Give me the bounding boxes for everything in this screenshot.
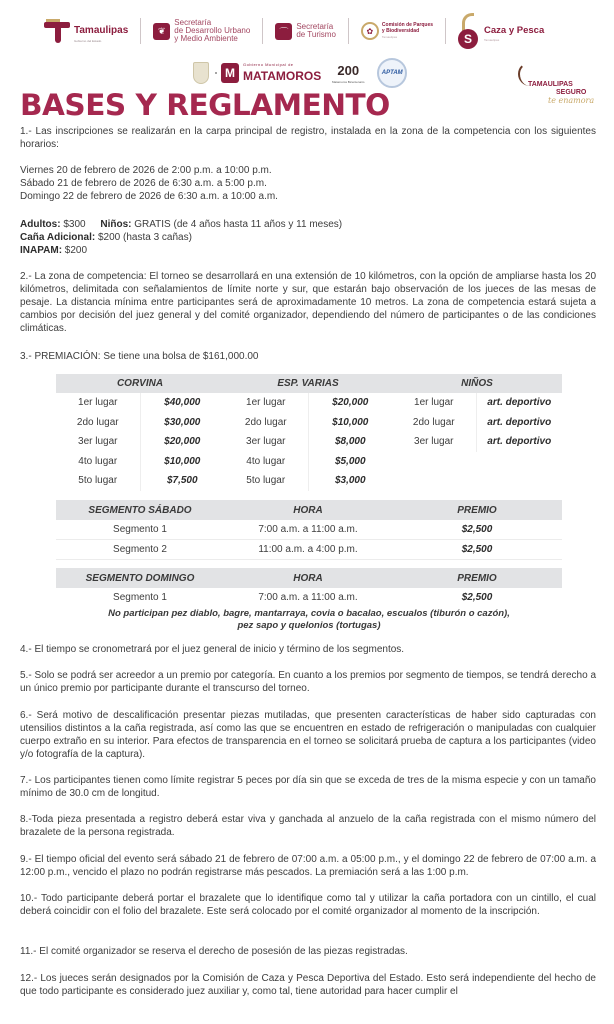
schedule-item: Domingo 22 de febrero de 2026 de 6:30 a.m. a 10:00 a.m. (20, 191, 278, 202)
segment-time: 7:00 a.m. a 11:00 a.m. (224, 520, 392, 540)
logo-aptam (377, 58, 407, 88)
parques-line-2: y Biodiversidad (381, 28, 420, 34)
sunday-segment-table (56, 568, 562, 608)
header-hora: HORA (224, 568, 392, 588)
fees-line-3 (20, 244, 596, 257)
rule-3: 3.- PREMIACIÓN: Se tiene una bolsa de $161,000.00 (20, 351, 259, 362)
sedumas-line-3: y Medio Ambiente (174, 34, 238, 43)
leaf-icon: ❦ (153, 23, 170, 40)
inapam-value: $200 (62, 245, 88, 256)
matamoros-top-text: Gobierno Municipal de (243, 61, 294, 67)
varias-place: 1er lugar (224, 393, 308, 413)
segment-time: 7:00 a.m. a 11:00 a.m. (258, 592, 358, 604)
ninos-label: Niños: (100, 219, 132, 230)
logo-comision-parques (361, 22, 433, 40)
sunday-table-header (56, 568, 562, 588)
rule-7: 7.- Los participantes tienen como límite registrar 5 peces por día sin que se exceda de tres de la misma especie y con un tamaño mínimo de 30.0 cm de longitud. (20, 775, 596, 799)
exclusion-note (56, 608, 562, 632)
rule-5: 5.- Solo se podrá ser acreedor a un premio por categoría. En cuanto a los premios por segmento de tiempos, se tendrá derecho a un único premio por participante durante el transcurso del torneo. (20, 670, 596, 694)
corvina-amount: $30,000 (164, 416, 201, 428)
rule-11: 11.- El comité organizador se reserva el derecho de posesión de las piezas registradas. (20, 946, 408, 957)
parks-emblem-icon: ✿ (361, 22, 379, 40)
header-esp-varias: ESP. VARIAS (224, 374, 392, 393)
header-premio: PREMIO (392, 568, 562, 588)
header-segmento-domingo: SEGMENTO DOMINGO (56, 568, 224, 588)
tamaulipas-logo-text: Tamaulipas (74, 24, 129, 36)
cana-label: Caña Adicional: (20, 232, 96, 243)
ninos-amount (476, 471, 562, 491)
ninos-place (392, 452, 476, 472)
logo-divider (348, 18, 349, 44)
table-row (56, 540, 562, 560)
header-ninos: NIÑOS (392, 374, 562, 393)
logo-bicentenario (331, 62, 365, 84)
exclusion-line-2: pez sapo y quelonios (tortugas) (237, 620, 381, 631)
ninos-value: GRATIS (de 4 años hasta 11 años y 11 meses) (131, 219, 343, 230)
varias-place: 5to lugar (224, 471, 308, 491)
varias-place: 4to lugar (224, 452, 308, 472)
matamoros-m-icon: M (221, 63, 239, 83)
turismo-line-1: Secretaría (296, 22, 334, 31)
prize-table-header (56, 374, 562, 393)
sedumas-line-1: Secretaría (174, 18, 212, 27)
table-row (56, 452, 562, 472)
ninos-amount: art. deportivo (487, 416, 552, 428)
segment-prize: $2,500 (392, 520, 562, 540)
parques-line-1: Comisión de Parques (381, 22, 434, 28)
ninos-amount (476, 452, 562, 472)
ninos-place: 1er lugar (392, 393, 476, 413)
fees-block (20, 218, 596, 257)
rule-9: 9.- El tiempo oficial del evento será sábado 21 de febrero de 07:00 a.m. a 05:00 p.m., y el domingo 22 de febrero de 07:00 a.m. a 12:00 p.m., vencido el plazo no podrán registrarse más pescados. La premiación será a las 1:00 p.m. (20, 854, 596, 878)
table-row (56, 471, 562, 491)
rule-4: 4.- El tiempo se cronometrará por el juez general de inicio y término de los segmentos. (20, 644, 405, 655)
saturday-table-header (56, 500, 562, 520)
segment-name: Segmento 1 (56, 520, 224, 540)
schedule-list (20, 164, 596, 203)
dot-separator (215, 72, 217, 74)
corvina-amount: $10,000 (164, 455, 201, 467)
caza-pesca-sub: Tamaulipas (484, 38, 500, 42)
corvina-place: 1er lugar (56, 393, 140, 413)
corvina-amount: $40,000 (164, 397, 201, 409)
segment-time: 11:00 a.m. a 4:00 p.m. (224, 540, 392, 560)
corvina-amount: $7,500 (166, 475, 198, 487)
turismo-line-2: de Turismo (296, 30, 336, 39)
logo-turismo (275, 23, 336, 40)
logo-tamaulipas (44, 19, 128, 43)
table-row (56, 588, 562, 608)
adultos-value: $300 (60, 219, 86, 230)
municipal-logos-row (193, 58, 407, 88)
header-segmento-sabado: SEGMENTO SÁBADO (56, 500, 224, 520)
aptam-text: APTAM (381, 70, 403, 76)
rule-1-intro: 1.- Las inscripciones se realizarán en la carpa principal de registro, instalada en la zona de la competencia con los siguientes horarios: (20, 126, 596, 150)
bicentenario-sub: Matamoros Bicentenario (331, 80, 365, 84)
logo-divider (445, 18, 446, 44)
header-premio: PREMIO (392, 500, 562, 520)
rule-6: 6.- Será motivo de descalificación presentar piezas mutiladas, que presenten características de haber sido capturadas con utensilios distintos a la caña registrada, así como las que se encuentren en estado de refrigeración o manipuladas con cualquier cuerpo extraño en su interior. Para efectos de transparencia en el torneo se solicitará prueba de captura a los participantes (video y/o fotografía de la captura). (20, 710, 596, 760)
rule-8: 8.-Toda pieza presentada a registro deberá estar viva y ganchada al anzuelo de la caña registrada con el mismo número del brazalete de la persona registrada. (20, 814, 596, 838)
corvina-place: 5to lugar (56, 471, 140, 491)
tamaulipas-logo-sub: Gobierno del Estado (74, 38, 102, 43)
bicentenario-number: 200 (337, 63, 360, 78)
rule-10: 10.- Todo participante deberá portar el brazalete que lo identifique como tal y utilizar la caña portadora con un cintillo, el cual deberá coincidir con el folio del brazalete. Este será colocado por el comité organizador al momento de la inscripción. (20, 893, 596, 917)
logo-divider (262, 18, 263, 44)
logo-divider (140, 18, 141, 44)
sponsor-logos-row (44, 14, 584, 48)
segment-name: Segmento 1 (113, 592, 167, 604)
ninos-place: 2do lugar (392, 413, 476, 433)
segment-prize: $2,500 (392, 540, 562, 560)
corvina-amount: $20,000 (164, 436, 201, 448)
segment-prize: $2,500 (461, 592, 493, 604)
parques-sub: Tamaulipas (381, 35, 398, 39)
table-row (56, 413, 562, 433)
seguro-line-3: te enamora (548, 96, 595, 105)
varias-amount: $10,000 (332, 416, 369, 428)
table-row (56, 432, 562, 452)
header-corvina: CORVINA (56, 374, 224, 393)
corvina-place: 4to lugar (56, 452, 140, 472)
deer-fish-icon: S (458, 13, 480, 49)
matamoros-main-text: MATAMOROS (243, 68, 322, 83)
segment-name: Segmento 2 (56, 540, 224, 560)
adultos-label: Adultos: (20, 219, 61, 230)
fees-line-2 (20, 231, 596, 244)
ninos-amount: art. deportivo (487, 436, 552, 448)
page-title: BASES Y REGLAMENTO (20, 88, 390, 122)
cana-value: $200 (hasta 3 cañas) (95, 232, 192, 243)
varias-amount: $8,000 (334, 436, 366, 448)
seguro-line-2: SEGURO (556, 89, 587, 96)
varias-amount: $3,000 (334, 475, 366, 487)
seguro-line-1: TAMAULIPAS (528, 81, 573, 88)
logo-tamaulipas-seguro (512, 62, 602, 106)
table-row (56, 393, 562, 413)
saturday-segment-table (56, 500, 562, 560)
varias-place: 2do lugar (224, 413, 308, 433)
rule-12: 12.- Los jueces serán designados por la Comisión de Caza y Pesca Deportiva del Estado. Esto será independiente del hecho de que todo participante es considerado juez auxiliar y, como tal, tiene autoridad para hacer cumplir el (20, 973, 596, 997)
coat-of-arms-icon (193, 62, 209, 84)
corvina-place: 3er lugar (56, 432, 140, 452)
tamaulipas-t-icon (44, 19, 70, 43)
ninos-place: 3er lugar (392, 432, 476, 452)
logo-caza-pesca (458, 13, 544, 49)
inapam-label: INAPAM: (20, 245, 63, 256)
logo-matamoros (243, 62, 321, 85)
rule-2: 2.- La zona de competencia: El torneo se desarrollará en una extensión de 10 kilómetros, con la opción de ampliarse hasta los 20 kilómetros, delimitada con señalamientos de límite norte y sur, que estarán bajo observación de los jueces de las mesas de pesaje. La distancia mínima entre participantes será de aproximadamente 10 metros. La zona de competencia estará sujeta a cambios por decisión del juez general y del comité organizador, dependiendo del número de participantes o de las condiciones climáticas. (20, 271, 596, 334)
schedule-item: Sábado 21 de febrero de 2026 de 6:30 a.m. a 5:00 p.m. (20, 178, 267, 189)
prize-table (56, 374, 562, 491)
header-hora: HORA (224, 500, 392, 520)
caza-pesca-text: Caza y Pesca (484, 25, 545, 36)
exclusion-line-1: No participan pez diablo, bagre, mantarraya, covia o bacalao, escualos (tiburón o cazón), (108, 608, 510, 619)
arch-icon: ⌒ (275, 23, 292, 40)
table-row (56, 520, 562, 540)
sedumas-line-2: de Desarrollo Urbano (174, 26, 251, 35)
varias-amount: $5,000 (334, 455, 366, 467)
ninos-place (392, 471, 476, 491)
varias-amount: $20,000 (332, 397, 369, 409)
schedule-item: Viernes 20 de febrero de 2026 de 2:00 p.m. a 10:00 p.m. (20, 165, 272, 176)
corvina-place: 2do lugar (56, 413, 140, 433)
fees-line-1 (20, 218, 596, 231)
ninos-amount: art. deportivo (487, 397, 552, 409)
varias-place: 3er lugar (224, 432, 308, 452)
logo-sedumas (153, 19, 250, 43)
